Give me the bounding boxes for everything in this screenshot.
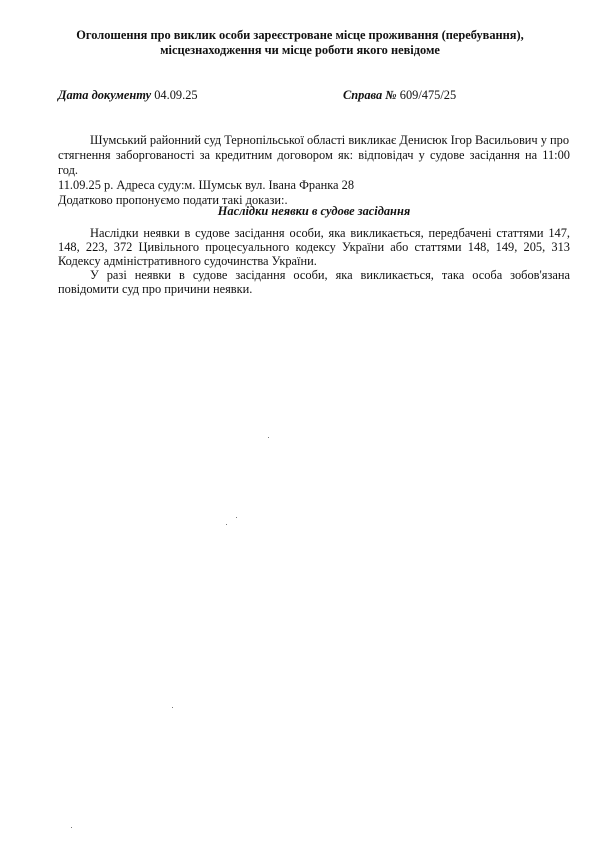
title-line-2: місцезнаходження чи місце роботи якого невідоме: [160, 43, 440, 57]
summons-line-4: Додатково пропонуємо подати такі докази:.: [58, 193, 288, 207]
scan-speck: [172, 707, 173, 708]
date-value: 04.09.25: [154, 88, 198, 102]
case-label: Справа №: [343, 88, 397, 102]
consequences-paragraph-2: У разі неявки в судове засідання особи, яка викликається, така особа зобов'язана повідомити суд про причини неявки.: [58, 268, 570, 296]
consequences-text: [58, 226, 570, 296]
scan-speck: [268, 437, 269, 438]
scan-speck: [236, 517, 237, 518]
case-value: 609/475/25: [399, 88, 457, 102]
date-label: Дата документу: [58, 88, 152, 102]
document-date: [58, 88, 198, 103]
summons-line-3: 11.09.25 р. Адреса суду:м. Шумськ вул. Івана Франка 28: [58, 178, 355, 192]
case-number: [343, 88, 456, 103]
scan-speck: [226, 524, 227, 525]
title-line-1: Оголошення про виклик особи зареєстроване місце проживання (перебування),: [76, 28, 524, 42]
scan-speck: [71, 827, 72, 828]
summons-text: [58, 133, 570, 208]
document-title: [40, 28, 560, 58]
consequences-paragraph-1: Наслідки неявки в судове засідання особи, яка викликається, передбачені статтями 147, 148, 223, 372 Цивільного процесуального кодексу України або статтями 148, 149, 205, 313 Кодексу адміністративного судочинства України.: [58, 226, 570, 268]
summons-line-1: Шумський районний суд Тернопільської області викликає Денисюк Ігор Васильович у про: [90, 133, 570, 147]
section-heading: Наслідки неявки в судове засідання: [217, 204, 411, 218]
summons-line-2: стягнення заборгованості за кредитним договором як: відповідач у судове засідання на 11:00 год.: [58, 148, 570, 177]
